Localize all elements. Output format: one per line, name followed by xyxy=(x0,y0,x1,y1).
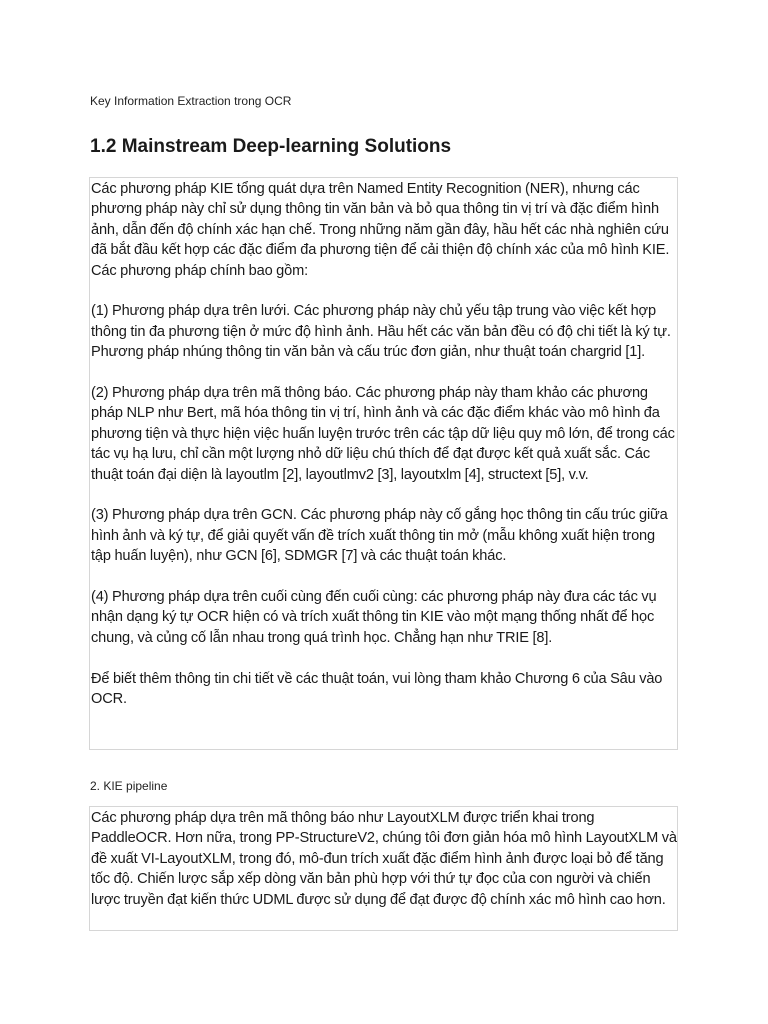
content-box-pipeline xyxy=(89,806,678,931)
content-box-solutions xyxy=(89,177,678,750)
paragraph: Để biết thêm thông tin chi tiết về các thuật toán, vui lòng tham khảo Chương 6 của Sâu vào OCR. xyxy=(91,670,663,708)
section-heading: 1.2 Mainstream Deep-learning Solutions xyxy=(90,136,452,157)
paragraph: (4) Phương pháp dựa trên cuối cùng đến cuối cùng: các phương pháp này đưa các tác vụ nhận dạng ký tự OCR hiện có và trích xuất thông tin KIE vào một mạng thống nhất để học chung, và củng cố lẫn nhau trong quá trình học. Chẳng hạn như TRIE [8]. xyxy=(91,589,657,646)
paragraph: Các phương pháp dựa trên mã thông báo như LayoutXLM được triển khai trong PaddleOCR. Hơn nữa, trong PP-StructureV2, chúng tôi đơn giản hóa mô hình LayoutXLM và đề xuất VI-LayoutXLM, trong đó, mô-đun trích xuất đặc điểm hình ảnh được loại bỏ để tăng tốc độ. Chiến lược sắp xếp dòng văn bản phù hợp với thứ tự đọc của con người và chiến lược truyền đạt kiến thức UDML được sử dụng để đạt được độ chính xác mô hình cao hơn. xyxy=(91,810,677,908)
paragraph: (1) Phương pháp dựa trên lưới. Các phương pháp này chủ yếu tập trung vào việc kết hợp thông tin đa phương tiện ở mức độ hình ảnh. Hầu hết các văn bản đều có độ chi tiết là ký tự. Phương pháp nhúng thông tin văn bản và cấu trúc đơn giản, như thuật toán chargrid [1]. xyxy=(91,303,671,361)
paragraph: Các phương pháp KIE tổng quát dựa trên Named Entity Recognition (NER), nhưng các phương pháp này chỉ sử dụng thông tin văn bản và bỏ qua thông tin vị trí và đặc điểm hình ảnh, dẫn đến độ chính xác hạn chế. Trong những năm gần đây, hầu hết các nhà nghiên cứu đã bắt đầu kết hợp các đặc điểm đa phương tiện để cải thiện độ chính xác của mô hình KIE. Các phương pháp chính bao gồm: xyxy=(91,181,670,279)
document-header: Key Information Extraction trong OCR xyxy=(90,94,292,108)
paragraph: (2) Phương pháp dựa trên mã thông báo. Các phương pháp này tham khảo các phương pháp NLP như Bert, mã hóa thông tin vị trí, hình ảnh và các đặc điểm khác vào mô hình đa phương tiện và thực hiện việc huấn luyện trước trên các tập dữ liệu quy mô lớn, để trong các tác vụ hạ lưu, chỉ cần một lượng nhỏ dữ liệu chú thích để đạt được kết quả xuất sắc. Các thuật toán đại diện là layoutlm [2], layoutlmv2 [3], layoutxlm [4], structext [5], v.v. xyxy=(91,385,675,483)
section-title-kie-pipeline: 2. KIE pipeline xyxy=(90,779,168,793)
paragraph: (3) Phương pháp dựa trên GCN. Các phương pháp này cố gắng học thông tin cấu trúc giữa hình ảnh và ký tự, để giải quyết vấn đề trích xuất thông tin mở (mẫu không xuất hiện trong tập huấn luyện), như GCN [6], SDMGR [7] và các thuật toán khác. xyxy=(91,507,668,565)
